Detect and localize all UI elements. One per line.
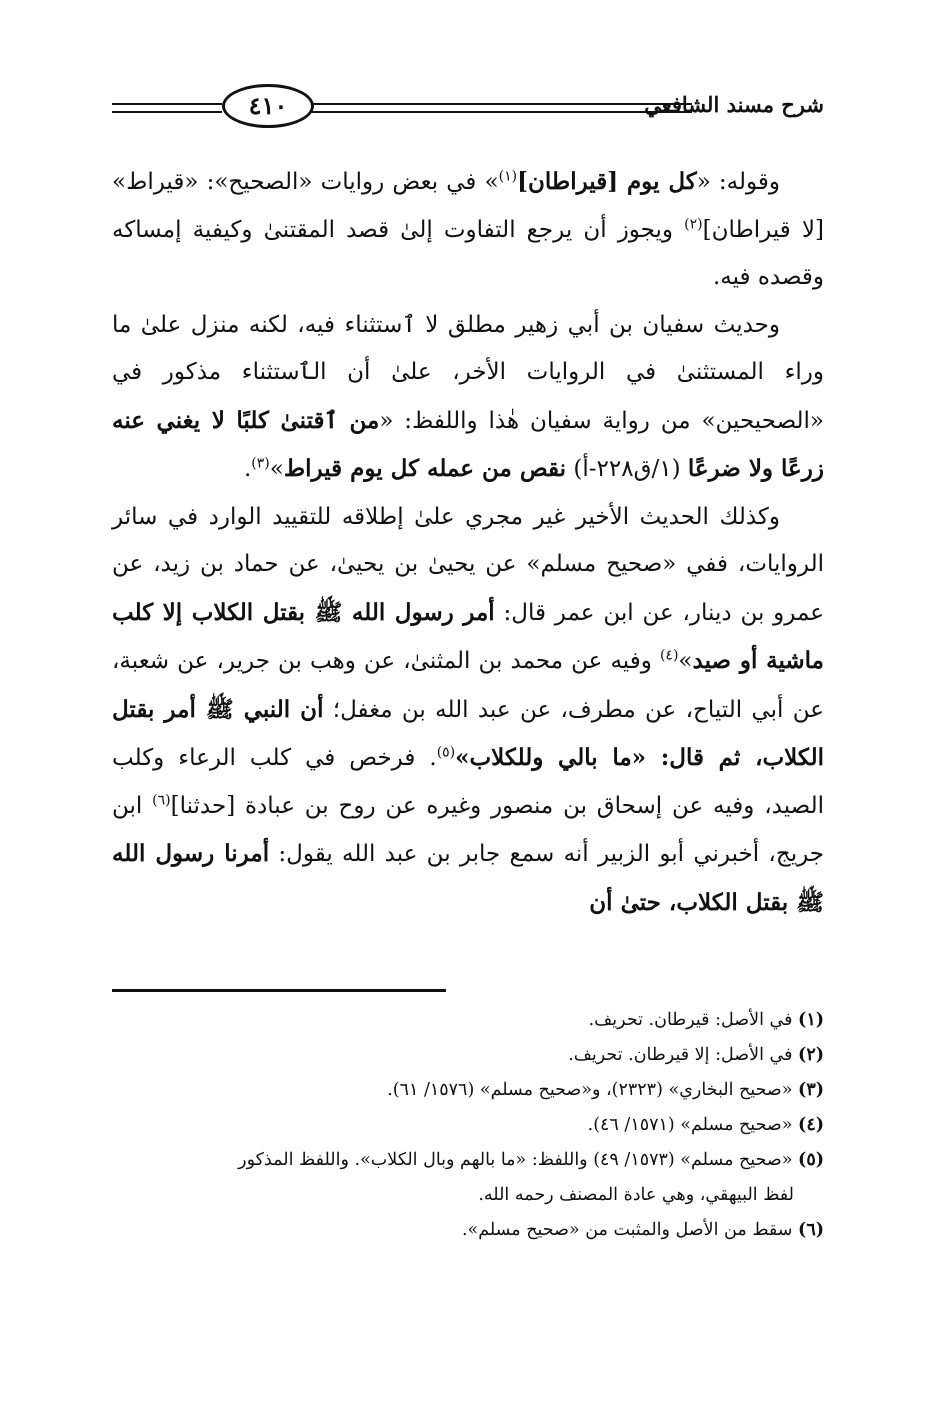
- footnote: [112, 1003, 824, 1038]
- text-run: وحديث سفيان بن أبي زهير مطلق لا ٱستثناء فيه، لكنه منزل علىٰ ما وراء المستثنىٰ في الروايات الأخر، علىٰ أن الٱستثناء مذكور في «الصحيحين» من رواية سفيان هٰذا واللفظ: «: [112, 311, 825, 434]
- header-rule: [312, 103, 692, 113]
- footnote-ref: (٦): [152, 791, 171, 808]
- text-run: .: [243, 456, 252, 482]
- text-run: » في بعض روايات «الصحيح»: «قيراط» [لا قيراطان]: [112, 169, 824, 243]
- page-number: ٤١٠: [222, 84, 314, 128]
- footnote-continuation: لفظ البيهقي، وهي عادة المصنف رحمه الله.: [478, 1185, 794, 1205]
- bold-quote: من ٱقتنىٰ كلبًا لا يغني عنه زرعًا ولا ضرعًا: [112, 406, 824, 482]
- footnotes: [112, 1003, 824, 1248]
- text-run: ويجوز أن يرجع التفاوت إلىٰ قصد المقتنىٰ وكيفية إمساكه وقصده فيه.: [112, 216, 824, 290]
- footnote-text: «صحيح مسلم» (١٥٧١/ ٤٦).: [587, 1115, 793, 1135]
- footnote: [112, 1038, 824, 1073]
- footnote: [112, 1143, 824, 1213]
- footnote: [112, 1108, 824, 1143]
- manuscript-ref: (١/ق٢٢٨-أ): [566, 456, 688, 482]
- bold-quote: أمر رسول الله ﷺ بقتل الكلاب إلا كلب ماشية أو صيد: [112, 598, 824, 674]
- footnote-text: سقط من الأصل والمثبت من «صحيح مسلم».: [461, 1220, 793, 1240]
- running-title: شرح مسند الشافعي: [644, 92, 824, 117]
- bold-quote: كل يوم [قيراطان]: [517, 168, 697, 195]
- bold-quote: أمرنا رسول الله ﷺ بقتل الكلاب، حتىٰ أن: [112, 840, 824, 916]
- bold-quote: نقص من عمله كل يوم قيراط: [283, 455, 567, 482]
- footnote-text: «صحيح البخاري» (٢٣٢٣)، و«صحيح مسلم» (١٥٧٦/ ٦١).: [387, 1080, 793, 1100]
- text-run: . فرخص في كلب الرعاء وكلب الصيد، وفيه عن إسحاق بن منصور وغيره عن روح بن عبادة [حدثنا]: [112, 745, 824, 819]
- footnote-number: (٦): [798, 1220, 824, 1240]
- footnote: [112, 1073, 824, 1108]
- paragraph-1: [112, 158, 824, 302]
- footnote-number: (٢): [798, 1045, 824, 1065]
- footnote: [112, 1213, 824, 1248]
- text-run: »: [678, 648, 693, 674]
- running-header: [112, 84, 824, 134]
- main-text: [112, 158, 824, 927]
- text-run: »: [269, 456, 284, 482]
- text-run: وكذلك الحديث الأخير غير مجري علىٰ إطلاقه للتقييد الوارد في سائر الروايات، ففي «صحيح مسلم» عن يحيىٰ بن يحيىٰ، عن حماد بن زيد، عن عمرو بن دينار، عن ابن عمر قال:: [112, 503, 824, 626]
- footnote-text: في الأصل: قيرطان. تحريف.: [588, 1010, 793, 1030]
- footnote-ref: (٥): [436, 744, 456, 761]
- text-run: وقوله: «: [696, 169, 780, 195]
- text-run: وفيه عن محمد بن المثنىٰ، عن وهب بن جرير، عن شعبة، عن أبي التياح، عن مطرف، عن عبد الله بن مغفل؛: [112, 648, 824, 723]
- footnote-text: في الأصل: إلا قيرطان. تحريف.: [568, 1045, 793, 1065]
- paragraph-2: [112, 302, 824, 494]
- footnote-ref: (٤): [659, 647, 679, 664]
- footnote-number: (٥): [798, 1150, 824, 1170]
- footnote-number: (٣): [798, 1080, 824, 1100]
- bold-quote: أن النبي ﷺ أمر بقتل الكلاب، ثم قال: «ما بالي وللكلاب»: [112, 695, 824, 771]
- footnote-number: (٤): [798, 1115, 824, 1135]
- footnote-number: (١): [798, 1010, 824, 1030]
- footnote-separator: [112, 989, 446, 992]
- footnote-ref: (٣): [251, 455, 270, 472]
- header-rule-left: [112, 103, 222, 113]
- footnote-text: «صحيح مسلم» (١٥٧٣/ ٤٩) واللفظ: «ما بالهم وبال الكلاب». واللفظ المذكور: [238, 1150, 793, 1170]
- paragraph-3: [112, 494, 824, 928]
- footnote-ref: (١): [498, 168, 518, 185]
- footnote-ref: (٢): [684, 215, 703, 232]
- text-run: ابن جريج، أخبرني أبو الزبير أنه سمع جابر بن عبد الله يقول:: [112, 792, 824, 867]
